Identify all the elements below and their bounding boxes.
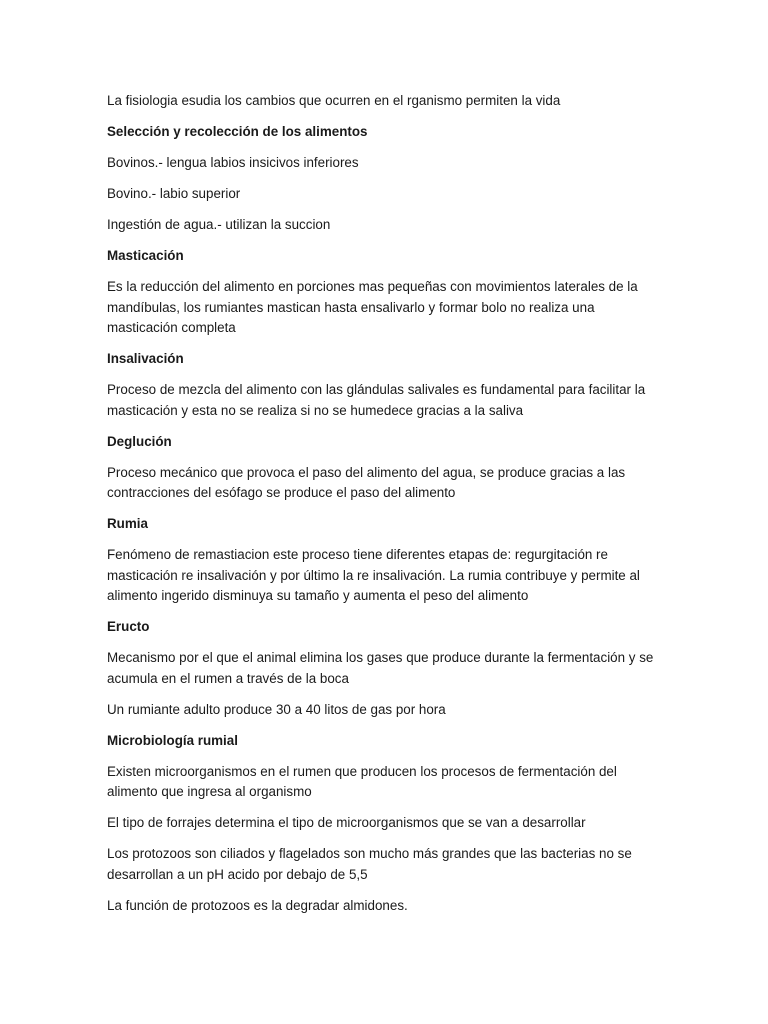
paragraph-bovino: Bovino.- labio superior <box>107 185 241 201</box>
document-page <box>107 91 667 927</box>
section-heading-seleccion: Selección y recolección de los alimentos <box>107 123 368 139</box>
paragraph-deglucion: Proceso mecánico que provoca el paso del alimento del agua, se produce gracias a las contracciones del esófago se produce el paso del alimento <box>107 464 626 501</box>
section-heading-microbiologia: Microbiología rumial <box>107 732 238 748</box>
section-heading-masticacion: Masticación <box>107 247 184 263</box>
paragraph-insalivacion: Proceso de mezcla del alimento con las glándulas salivales es fundamental para facilitar la masticación y esta no se realiza si no se humedece gracias a la saliva <box>107 382 646 418</box>
paragraph-gas: Un rumiante adulto produce 30 a 40 litos de gas por hora <box>107 701 446 717</box>
paragraph-funcion-protozoos: La función de protozoos es la degradar almidones. <box>107 898 408 914</box>
section-heading-deglucion: Deglución <box>107 433 172 449</box>
paragraph-forrajes: El tipo de forrajes determina el tipo de microorganismos que se van a desarrollar <box>107 815 586 831</box>
section-heading-insalivacion: Insalivación <box>107 351 184 367</box>
paragraph-protozoos: Los protozoos son ciliados y flagelados son mucho más grandes que las bacterias no se desarrollan a un pH acido por debajo de 5,5 <box>107 846 632 883</box>
paragraph-ingestion: Ingestión de agua.- utilizan la succion <box>107 216 331 232</box>
section-heading-rumia: Rumia <box>107 516 148 532</box>
paragraph-eructo: Mecanismo por el que el animal elimina los gases que produce durante la fermentación y se acumula en el rumen a través de la boca <box>107 650 654 686</box>
paragraph-bovinos: Bovinos.- lengua labios insicivos inferiores <box>107 154 359 170</box>
paragraph-rumia: Fenómeno de remastiacion este proceso tiene diferentes etapas de: regurgitación re masticación re insalivación y por último la re insalivación. La rumia contribuye y permite al alimento ingerido disminuya su tamaño y aumenta el peso del alimento <box>107 547 640 604</box>
intro-paragraph: La fisiologia esudia los cambios que ocurren en el rganismo permiten la vida <box>107 93 561 108</box>
paragraph-masticacion: Es la reducción del alimento en porciones mas pequeñas con movimientos laterales de la mandíbulas, los rumiantes mastican hasta ensalivarlo y formar bolo no realiza una masticación completa <box>107 278 638 336</box>
paragraph-microorganismos: Existen microorganismos en el rumen que producen los procesos de fermentación del alimento que ingresa al organismo <box>107 763 617 800</box>
section-heading-eructo: Eructo <box>107 619 150 635</box>
